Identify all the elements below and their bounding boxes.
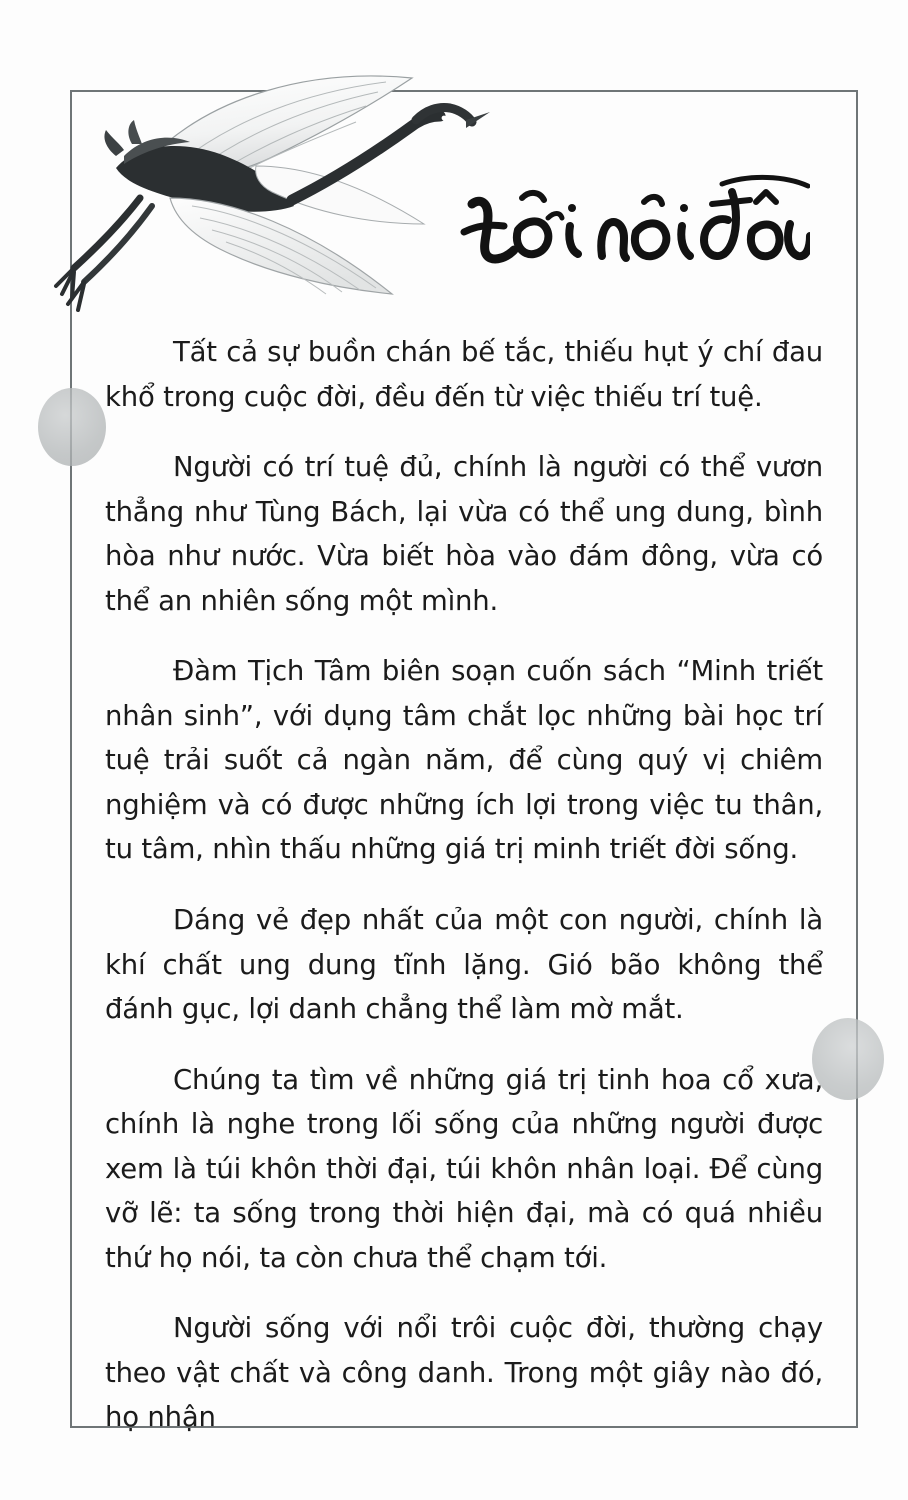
paragraph: Người sống với nổi trôi cuộc đời, thường chạy theo vật chất và công danh. Trong một giây nào đó, họ nhận bbox=[105, 1312, 823, 1434]
grey-circle-ornament-left bbox=[38, 388, 106, 466]
paragraph: Người có trí tuệ đủ, chính là người có thể vươn thẳng như Tùng Bách, lại vừa có thể ung dung, bình hòa như nước. Vừa biết hòa vào đám đông, vừa có thể an nhiên sống một mình. bbox=[105, 451, 823, 617]
paragraph: Dáng vẻ đẹp nhất của một con người, chính là khí chất ung dung tĩnh lặng. Gió bão không thể đánh gục, lợi danh chẳng thể làm mờ mắt. bbox=[105, 904, 823, 1026]
brush-script-title-icon bbox=[460, 168, 810, 288]
body-text bbox=[105, 330, 823, 1440]
paragraph: Chúng ta tìm về những giá trị tinh hoa cổ xưa, chính là nghe trong lối sống của những người được xem là túi khôn thời đại, túi khôn nhân loại. Để cùng vỡ lẽ: ta sống trong thời hiện đại, mà có quá nhiều thứ họ nói, ta còn chưa thể chạm tới. bbox=[105, 1063, 823, 1274]
page-title bbox=[460, 168, 810, 288]
paragraph: Đàm Tịch Tâm biên soạn cuốn sách “Minh triết nhân sinh”, với dụng tâm chắt lọc những bài học trí tuệ trải suốt cả ngàn năm, để cùng quý vị chiêm nghiệm và có được những ích lợi trong việc tu thân, tu tâm, nhìn thấu những giá trị minh triết đời sống. bbox=[105, 655, 823, 866]
paragraph: Tất cả sự buồn chán bế tắc, thiếu hụt ý chí đau khổ trong cuộc đời, đều đến từ việc thiếu trí tuệ. bbox=[105, 336, 823, 413]
